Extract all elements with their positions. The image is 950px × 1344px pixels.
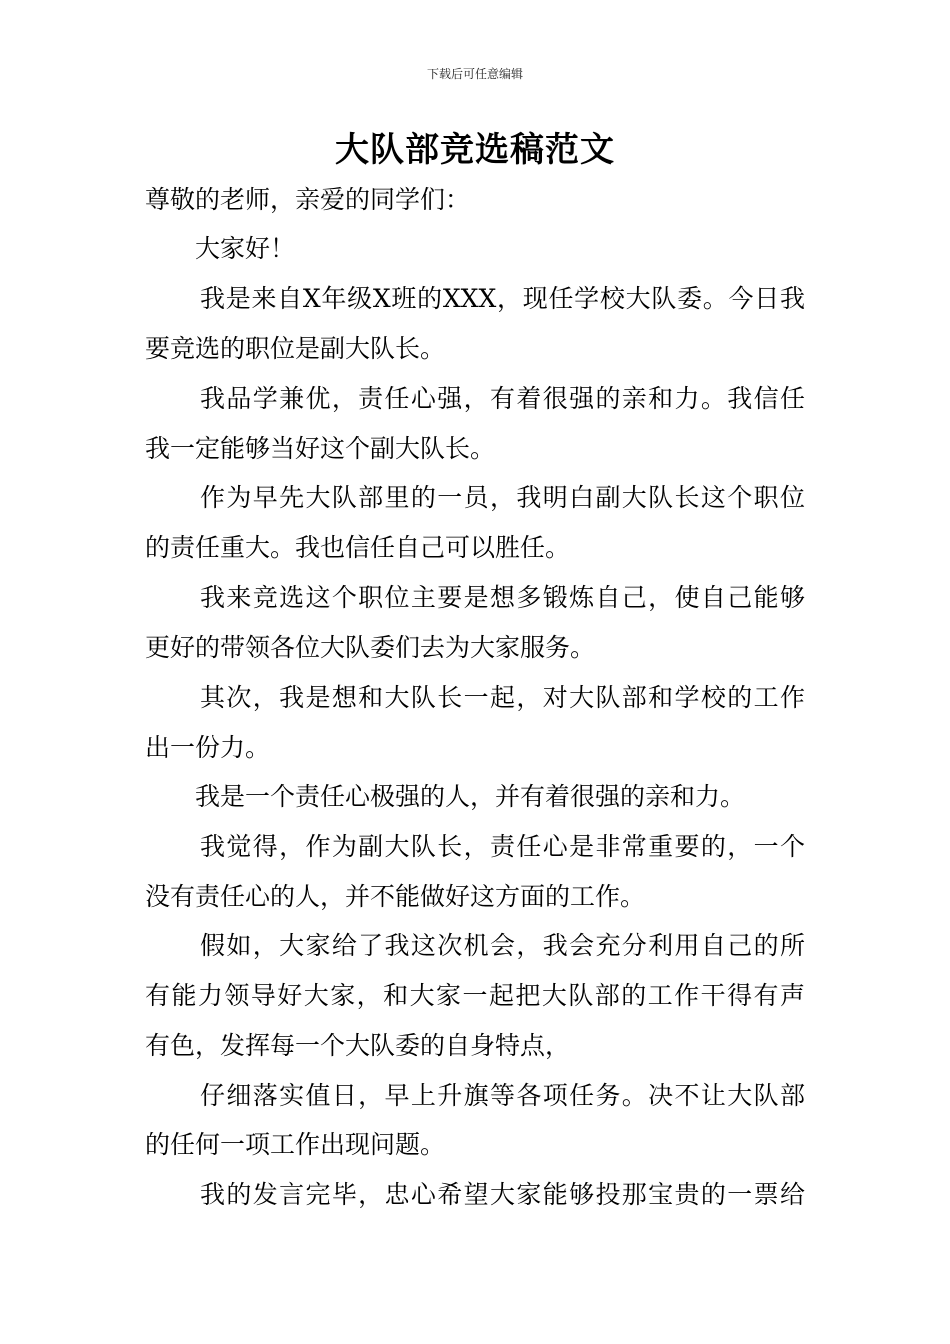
paragraph-line: 要竞选的职位是副大队长。 <box>145 334 446 363</box>
paragraph-line: 我的发言完毕，忠心希望大家能够投那宝贵的一票给 <box>200 1180 805 1209</box>
paragraph-line: 出一份力。 <box>145 733 271 762</box>
paragraph-line: 其次，我是想和大队长一起，对大队部和学校的工作 <box>200 683 805 712</box>
paragraph-line: 我是一个责任心极强的人，并有着很强的亲和力。 <box>195 782 746 811</box>
paragraph-line: 仔细落实值日，早上升旗等各项任务。决不让大队部 <box>200 1081 805 1110</box>
paragraph-line: 有能力领导好大家，和大家一起把大队部的工作干得有声 <box>145 981 805 1010</box>
paragraph-line: 我是来自X年级X班的XXX，现任学校大队委。今日我 <box>200 284 805 313</box>
document-title: 大队部竞选稿范文 <box>335 130 615 170</box>
paragraph-line: 假如，大家给了我这次机会，我会充分利用自己的所 <box>200 931 805 960</box>
header-note: 下载后可任意编辑 <box>426 67 523 81</box>
paragraph-line: 我品学兼优，责任心强，有着很强的亲和力。我信任 <box>200 384 805 413</box>
paragraph-line: 我觉得，作为副大队长，责任心是非常重要的，一个 <box>200 832 805 861</box>
salutation: 尊敬的老师，亲爱的同学们： <box>145 185 471 214</box>
paragraph-line: 的责任重大。我也信任自己可以胜任。 <box>145 533 571 562</box>
paragraph-line: 更好的带领各位大队委们去为大家服务。 <box>145 633 596 662</box>
paragraph-line: 我一定能够当好这个副大队长。 <box>145 434 496 463</box>
paragraph-line: 我来竞选这个职位主要是想多锻炼自己，使自己能够 <box>200 583 805 612</box>
paragraph-line: 作为早先大队部里的一员，我明白副大队长这个职位 <box>200 483 805 512</box>
paragraph-line: 没有责任心的人，并不能做好这方面的工作。 <box>145 882 646 911</box>
paragraph-line: 的任何一项工作出现问题。 <box>145 1130 446 1159</box>
paragraph-line: 有色，发挥每一个大队委的自身特点， <box>145 1031 571 1060</box>
greeting: 大家好！ <box>195 234 296 263</box>
